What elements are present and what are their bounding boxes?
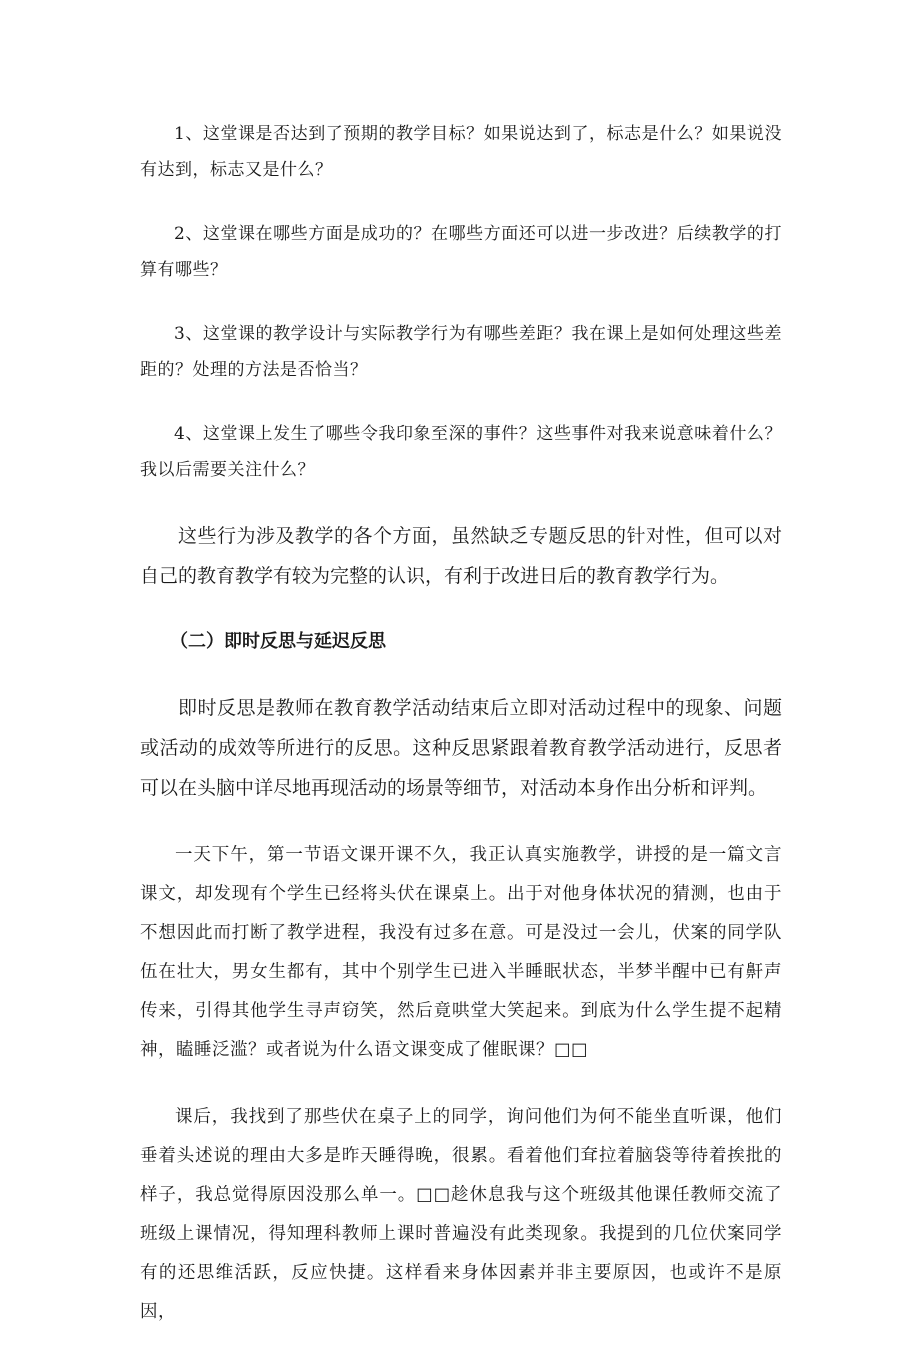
definition-paragraph: 即时反思是教师在教育教学活动结束后立即对活动过程中的现象、问题或活动的成效等所进行的反思。这种反思紧跟着教育教学活动进行，反思者可以在头脑中详尽地再现活动的场景等细节，对活动本身作出分析和评判。 <box>140 697 782 799</box>
question-4: 4、这堂课上发生了哪些令我印象至深的事件？这些事件对我来说意味着什么？我以后需要关注什么？ <box>140 424 782 480</box>
question-3: 3、这堂课的教学设计与实际教学行为有哪些差距？我在课上是如何处理这些差距的？处理的方法是否恰当？ <box>140 324 782 380</box>
story-paragraph-2: 课后，我找到了那些伏在桌子上的同学，询问他们为何不能坐直听课，他们垂着头述说的理由大多是昨天睡得晚，很累。看着他们耷拉着脑袋等待着挨批的样子，我总觉得原因没那么单一。□□趁休息我与这个班级其他课任教师交流了班级上课情况，得知理科教师上课时普遍没有此类现象。我提到的几位伏案同学有的还思维活跃，反应快捷。这样看来身体因素并非主要原因，也或许不是原因， <box>140 1107 782 1322</box>
question-2: 2、这堂课在哪些方面是成功的？在哪些方面还可以进一步改进？后续教学的打算有哪些？ <box>140 224 782 280</box>
document-page <box>140 116 782 1360</box>
question-1: 1、这堂课是否达到了预期的教学目标？如果说达到了，标志是什么？如果说没有达到，标志又是什么？ <box>140 124 782 180</box>
summary-paragraph: 这些行为涉及教学的各个方面，虽然缺乏专题反思的针对性，但可以对自己的教育教学有较为完整的认识，有利于改进日后的教育教学行为。 <box>140 525 782 587</box>
section-heading: （二）即时反思与延迟反思 <box>170 631 386 652</box>
story-paragraph-1: 一天下午，第一节语文课开课不久，我正认真实施教学，讲授的是一篇文言课文，却发现有个学生已经将头伏在课桌上。出于对他身体状况的猜测，也由于不想因此而打断了教学进程，我没有过多在意。可是没过一会儿，伏案的同学队伍在壮大，男女生都有，其中个别学生已进入半睡眠状态，半梦半醒中已有鼾声传来，引得其他学生寻声窃笑，然后竟哄堂大笑起来。到底为什么学生提不起精神，瞌睡泛滥？或者说为什么语文课变成了催眠课？□□ <box>140 845 782 1060</box>
